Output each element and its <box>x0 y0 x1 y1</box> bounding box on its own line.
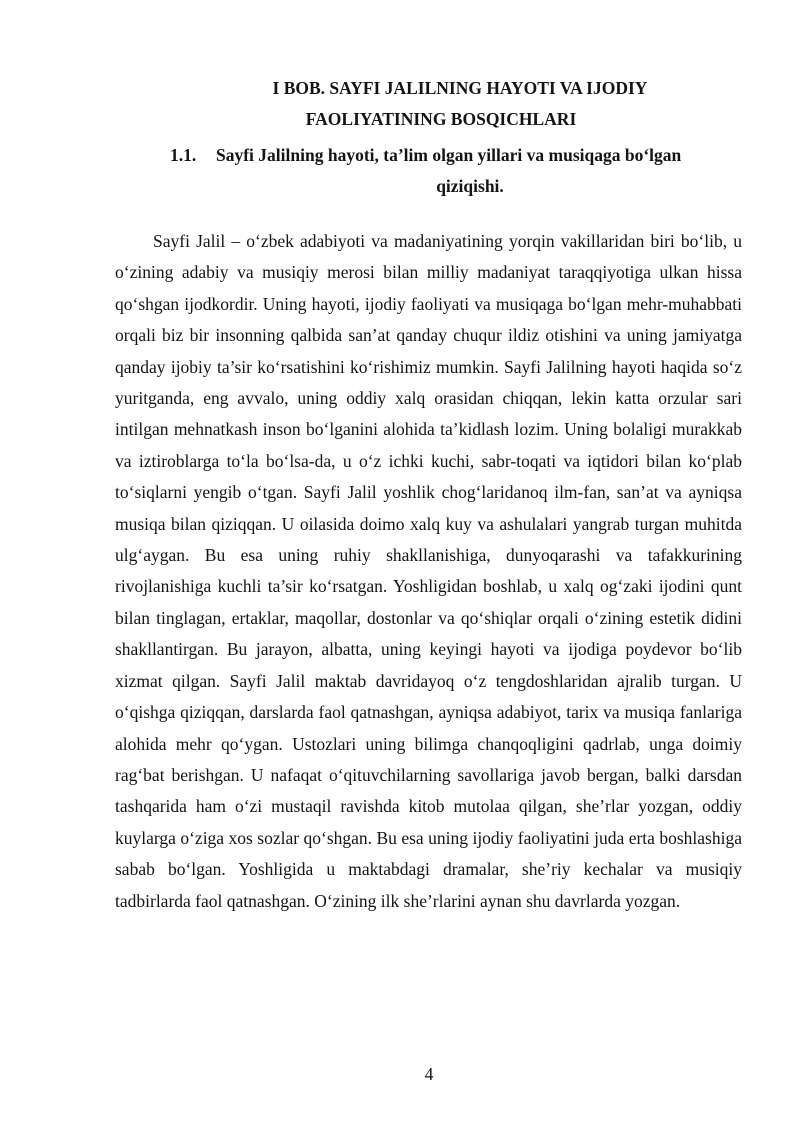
chapter-title-line-1: I BOB. SAYFI JALILNING HAYOTI VA IJODIY <box>272 78 648 98</box>
chapter-title-line-2: FAOLIYATINING BOSQICHLARI <box>305 109 577 129</box>
section-title-line-2: qiziqishi. <box>436 176 504 196</box>
section-heading-line-1 <box>170 145 681 165</box>
page-number: 4 <box>424 1064 434 1084</box>
section-title-line-1: Sayfi Jalilning hayoti, ta’lim olgan yillari va musiqaga bo‘lgan <box>216 145 682 165</box>
body-paragraph: Sayfi Jalil – o‘zbek adabiyoti va madaniyatining yorqin vakillaridan biri bo‘lib, u o‘zining adabiy va musiqiy merosi bilan milliy madaniyat taraqqiyotiga ulkan hissa qo‘shgan ijodkordir. Uning hayoti, ijodiy faoliyati va musiqaga bo‘lgan mehr-muhabbati orqali biz bir insonning qalbida san’at qanday chuqur ildiz otishini va uning jamiyatga qanday ijobiy ta’sir ko‘rsatishini ko‘rishimiz mumkin. Sayfi Jalilning hayoti haqida so‘z yuritganda, eng avvalo, uning oddiy xalq orasidan chiqqan, lekin katta orzular sari intilgan mehnatkash inson bo‘lganini alohida ta’kidlash lozim. Uning bolaligi murakkab va iztiroblarga to‘la bo‘lsa-da, u o‘z ichki kuchi, sabr-toqati va iqtidori bilan ko‘plab to‘siqlarni yengib o‘tgan. Sayfi Jalil yoshlik chog‘laridanoq ilm-fan, san’at va ayniqsa musiqa bilan qiziqqan. U oilasida doimo xalq kuy va ashulalari yangrab turgan muhitda ulg‘aygan. Bu esa uning ruhiy shakllanishiga, dunyoqarashi va tafakkurining rivojlanishiga kuchli ta’sir ko‘rsatgan. Yoshligidan boshlab, u xalq og‘zaki ijodini qunt bilan tinglagan, ertaklar, maqollar, dostonlar va qo‘shiqlar orqali o‘zining estetik didini shakllantirgan. Bu jarayon, albatta, uning keyingi hayoti va ijodiga poydevor bo‘lib xizmat qilgan. Sayfi Jalil maktab davridayoq o‘z tengdoshlaridan ajralib turgan. U o‘qishga qiziqqan, darslarda faol qatnashgan, ayniqsa adabiyot, tarix va musiqa fanlariga alohida mehr qo‘ygan. Ustozlari uning bilimga chanqoqligini qadrlab, unga doimiy rag‘bat berishgan. U nafaqat o‘qituvchilarning savollariga javob bergan, balki darsdan tashqarida ham o‘zi mustaqil ravishda kitob mutolaa qilgan, she’rlar yozgan, oddiy kuylarga o‘ziga xos sozlar qo‘shgan. Bu esa uning ijodiy faoliyatini juda erta boshlashiga sabab bo‘lgan. Yoshligida u maktabdagi dramalar, she’riy kechalar va musiqiy tadbirlarda faol qatnashgan. O‘zining ilk she’rlarini aynan shu davrlarda yozgan. <box>115 231 742 911</box>
section-number: 1.1. <box>170 145 197 165</box>
